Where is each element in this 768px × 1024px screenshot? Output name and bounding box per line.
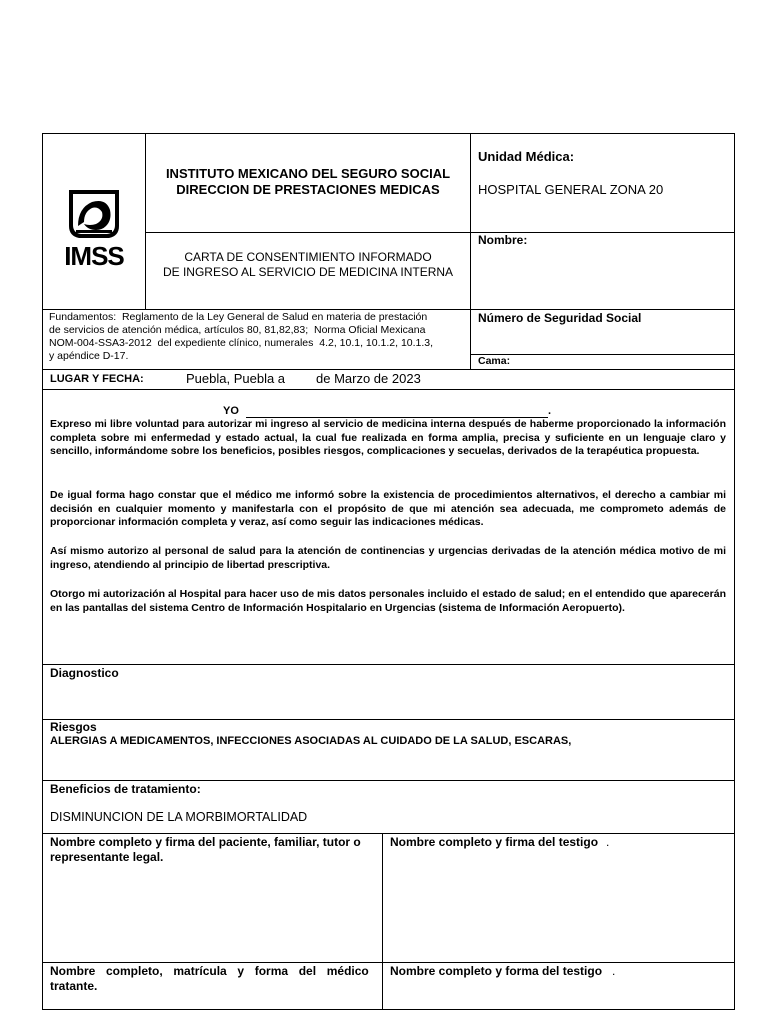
- witness1-signature-label: Nombre completo y firma del testigo: [390, 835, 599, 849]
- risks-section[interactable]: [42, 719, 735, 781]
- doc-title-line1: CARTA DE CONSENTIMIENTO INFORMADO: [184, 250, 432, 264]
- witness1-end: .: [606, 835, 610, 849]
- place-date-label: LUGAR Y FECHA:: [50, 373, 144, 385]
- unit-value: HOSPITAL GENERAL ZONA 20: [478, 182, 664, 197]
- yo-label: YO: [223, 405, 239, 417]
- consent-paragraph: Otorgo mi autorización al Hospital para hacer uso de mis datos personales incluido el estado de salud; en el entendido que aparecerán en las pantallas del sistema Centro de Información Hospitalario en Urgencias (sistema de Información Aeropuerto).: [50, 588, 726, 614]
- patient-signature-label: representante legal.: [50, 850, 164, 864]
- diagnosis-section[interactable]: [42, 664, 735, 720]
- consent-paragraph: Expreso mi libre voluntad para autorizar mi ingreso al servicio de medicina interna después de haberme proporcionado la información completa sobre mi enfermedad y estado actual, la cual fue realizada en forma amplia, precisa y suficiente en un lenguaje claro y sencillo, informándome sobre los beneficios, posibles riesgos, complicaciones y secuelas, derivados de la terapéutica propuesta.: [50, 418, 726, 457]
- direction-name: DIRECCION DE PRESTACIONES MEDICAS: [176, 182, 440, 197]
- nss-label: Número de Seguridad Social: [478, 311, 642, 325]
- witness1-signature-box[interactable]: [382, 833, 735, 963]
- fundamentos-line: Fundamentos: Reglamento de la Ley General de Salud en materia de prestación: [49, 311, 428, 323]
- fundamentos-line: y apéndice D-17.: [49, 350, 129, 362]
- bed-label: Cama:: [478, 355, 511, 367]
- doc-title-line2: DE INGRESO AL SERVICIO DE MEDICINA INTERNA: [162, 265, 454, 279]
- diagnosis-label: Diagnostico: [50, 666, 119, 680]
- witness2-signature-label: Nombre completo y forma del testigo: [390, 964, 603, 978]
- consent-paragraph: Así mismo autorizo al personal de salud para la atención de continencias y urgencias derivadas de la atención médica motivo de mi ingreso, atendiendo al principio de libertad prescriptiva.: [50, 545, 726, 571]
- fundamentos-line: NOM-004-SSA3-2012 del expediente clínico, numerales 4.2, 10.1, 10.1.2, 10.1.3,: [49, 337, 434, 349]
- unit-label: Unidad Médica:: [478, 149, 575, 164]
- benefits-label: Beneficios de tratamiento:: [50, 782, 201, 796]
- doctor-signature-label: tratante.: [50, 979, 98, 993]
- doctor-signature-label: Nombre completo, matrícula y forma del médico: [50, 964, 369, 978]
- yo-end: .: [548, 405, 552, 417]
- benefits-value: DISMINUNCION DE LA MORBIMORTALIDAD: [50, 810, 308, 824]
- logo-text: IMSS: [64, 241, 124, 271]
- institution-name: INSTITUTO MEXICANO DEL SEGURO SOCIAL: [165, 166, 451, 181]
- consent-paragraph: De igual forma hago constar que el médico me informó sobre la existencia de procedimientos alternativos, el derecho a cambiar mi decisión en cualquier momento y manifestarla con el propósito de que mi atención sea adecuada, me comprometo además de proporcionar información completa y veraz, así como seguir las indicaciones médicas.: [50, 489, 726, 528]
- risks-value: ALERGIAS A MEDICAMENTOS, INFECCIONES ASOCIADAS AL CUIDADO DE LA SALUD, ESCARAS,: [50, 735, 572, 747]
- fundamentos-line: de servicios de atención médica, artículos 80, 81,82,83; Norma Oficial Mexicana: [49, 324, 426, 336]
- risks-label: Riesgos: [50, 720, 97, 734]
- name-label: Nombre:: [478, 233, 528, 247]
- witness2-end: .: [612, 964, 616, 978]
- patient-signature-label: Nombre completo y firma del paciente, familiar, tutor o: [50, 835, 361, 849]
- date-value: de Marzo de 2023: [316, 371, 421, 386]
- place-value: Puebla, Puebla a: [186, 371, 286, 386]
